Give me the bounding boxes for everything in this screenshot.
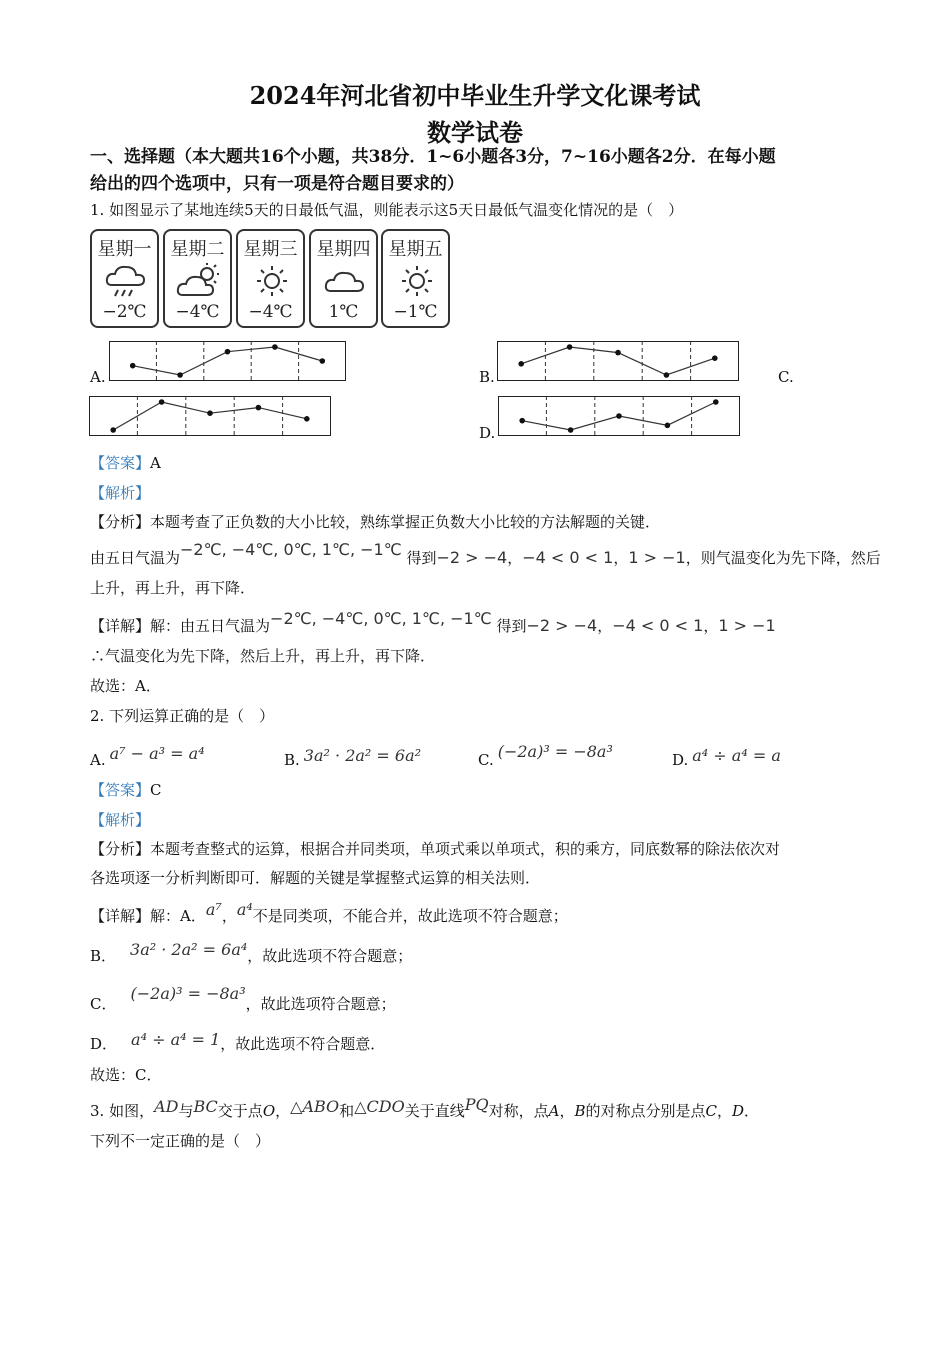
- point-label: A: [548, 1102, 560, 1120]
- detail-tag: 【详解】: [90, 907, 151, 925]
- detail-text: ，故此选项不符合题意；: [247, 947, 413, 965]
- weather-card-mon: [90, 229, 159, 328]
- q2-choose: 故选：C．: [90, 1066, 162, 1084]
- exam-subtitle: 数学试卷: [427, 118, 523, 147]
- detail-label: D．: [90, 1035, 118, 1053]
- option-chart-svg: [109, 341, 346, 381]
- data-point: [304, 416, 310, 422]
- data-point: [320, 358, 326, 364]
- stem-text: 的对称点分别是点: [585, 1102, 706, 1120]
- stem-text: 对称，点: [488, 1102, 549, 1120]
- point-label: C: [705, 1102, 717, 1120]
- point-label: D: [732, 1102, 745, 1120]
- triangle-formula: △CDO: [354, 1097, 405, 1116]
- detail-label: C．: [90, 995, 117, 1013]
- cloud-icon: [321, 261, 369, 303]
- fenxi-tag: 【分析】: [90, 840, 151, 858]
- q1-option-b-chart: [497, 341, 739, 381]
- weather-day: 星期三: [243, 239, 298, 260]
- q1-fenxi: [90, 512, 660, 532]
- inequality: −2 > −4: [526, 616, 598, 635]
- separator: ，: [613, 549, 629, 567]
- segment-formula: BC: [193, 1097, 218, 1116]
- option-label: C.: [478, 751, 494, 769]
- data-point: [207, 410, 213, 416]
- detail-label: B．: [90, 947, 117, 965]
- q2-detail-c: [90, 984, 396, 1014]
- separator: ，: [507, 549, 523, 567]
- chart-frame: [110, 342, 346, 381]
- q1-option-a-label: A.: [90, 368, 106, 386]
- data-point: [519, 418, 525, 424]
- stem-text: 交于点: [217, 1102, 263, 1120]
- data-point: [713, 399, 719, 405]
- option-label: A.: [90, 751, 106, 769]
- weather-card-thu: [309, 229, 378, 328]
- temps-formula: −2℃, −4℃, 0℃, 1℃, −1℃: [270, 609, 492, 628]
- line-formula: PQ: [464, 1095, 489, 1114]
- sun-icon: [248, 261, 296, 303]
- weather-day: 星期二: [170, 239, 225, 260]
- data-point: [225, 349, 231, 355]
- segment-formula: AD: [154, 1097, 179, 1116]
- weather-temp: −1℃: [393, 302, 438, 322]
- separator: ，: [597, 617, 613, 635]
- detail-formula: 3a² · 2a² = 6a⁴: [130, 940, 248, 959]
- q2-detail-d: [90, 1030, 386, 1054]
- q1-analysis-tag: 【解析】: [90, 484, 151, 502]
- q1-reason-line1: [90, 540, 881, 568]
- data-point: [159, 399, 165, 405]
- data-point: [518, 361, 524, 367]
- sun-icon: [393, 261, 441, 303]
- data-point: [272, 344, 278, 350]
- data-point: [567, 344, 573, 350]
- q1-option-c-chart: [89, 396, 331, 436]
- data-point: [712, 355, 718, 361]
- q2-detail-b: [90, 940, 413, 966]
- q1-option-c-label: C.: [778, 368, 794, 386]
- triangle-formula: △ABO: [290, 1097, 340, 1116]
- inequality: 1 > −1: [628, 548, 686, 567]
- option-chart-svg: [497, 341, 739, 381]
- q2-option-a: [90, 744, 205, 769]
- answer-value: C: [150, 781, 162, 799]
- q2-option-c: [478, 742, 613, 769]
- weather-card-fri: [381, 229, 450, 328]
- stem-text: ，: [275, 1102, 291, 1120]
- weather-day: 星期四: [316, 239, 371, 260]
- answer-tag: 【答案】: [90, 781, 151, 799]
- option-formula: 3a² · 2a² = 6a²: [303, 746, 422, 765]
- temps-formula: −2℃, −4℃, 0℃, 1℃, −1℃: [180, 540, 402, 559]
- detail-text: 得到: [496, 617, 527, 635]
- q1-stem: 1. 如图显示了某地连续5天的日最低气温，则能表示这5天日最低气温变化情况的是（ ）: [90, 201, 684, 219]
- detail-text: 解：A．: [150, 907, 206, 925]
- data-point: [616, 413, 622, 419]
- data-point: [256, 405, 262, 411]
- stem-text: 与: [178, 1102, 194, 1120]
- weather-day: 星期五: [388, 239, 443, 260]
- stem-text: 3. 如图，: [90, 1102, 155, 1120]
- q3-stem-line2: 下列不一定正确的是（ ）: [90, 1132, 271, 1150]
- q2-answer: [90, 780, 162, 800]
- data-point: [665, 423, 671, 429]
- detail-text: ，故此选项不符合题意．: [220, 1035, 386, 1053]
- weather-day: 星期一: [97, 239, 152, 260]
- data-point: [664, 372, 670, 378]
- separator: ，: [221, 907, 237, 925]
- exam-title: 2024年河北省初中毕业生升学文化课考试: [249, 81, 701, 110]
- detail-text: ，故此选项符合题意；: [245, 995, 396, 1013]
- option-formula: (−2a)³ = −8a³: [497, 742, 613, 761]
- weather-temp: −2℃: [102, 302, 147, 322]
- q2-stem: 2. 下列运算正确的是（ ）: [90, 707, 275, 725]
- weather-temp: −4℃: [248, 302, 293, 322]
- fenxi-tag: 【分析】: [90, 513, 151, 531]
- fenxi-text: 本题考查了正负数的大小比较，熟练掌握正负数大小比较的方法解题的关键．: [150, 513, 661, 531]
- q1-option-d-label: D.: [479, 424, 496, 442]
- q2-fenxi-line1: [90, 839, 780, 859]
- inequality: −4 < 0 < 1: [612, 616, 704, 635]
- section-heading-line2: 给出的四个选项中，只有一项是符合题目要求的）: [90, 174, 464, 194]
- option-formula: a⁴ ÷ a⁴ = a: [692, 746, 781, 765]
- q2-detail-a: [90, 900, 568, 926]
- section-heading-line1: 一、选择题（本大题共16个小题，共38分．1~6小题各3分，7~16小题各2分．在每小题: [90, 147, 776, 167]
- data-point: [615, 350, 621, 356]
- separator: ，: [703, 617, 719, 635]
- q1-detail-line: [90, 609, 776, 636]
- weather-card-tue: [163, 229, 232, 328]
- reason-text: ，则气温变化为先下降，然后: [685, 549, 881, 567]
- inequality: −2 > −4: [436, 548, 508, 567]
- q1-conclusion: ∴气温变化为先下降，然后上升，再上升，再下降．: [90, 647, 436, 665]
- q2-fenxi-line2: 各选项逐一分析判断即可．解题的关键是掌握整式运算的相关法则．: [90, 869, 541, 887]
- separator: ，: [717, 1102, 733, 1120]
- detail-text: 解：由五日气温为: [150, 617, 271, 635]
- term-formula: a⁴: [236, 900, 253, 919]
- option-chart-svg: [498, 396, 740, 436]
- stem-text: 关于直线: [404, 1102, 465, 1120]
- option-formula: a⁷ − a³ = a⁴: [109, 744, 205, 763]
- answer-value: A: [150, 454, 161, 472]
- data-point: [110, 427, 116, 433]
- q1-option-b-label: B.: [479, 368, 495, 386]
- partly-cloudy-icon: [175, 261, 223, 303]
- option-chart-svg: [89, 396, 331, 436]
- inequality: −4 < 0 < 1: [522, 548, 614, 567]
- reason-text: 由五日气温为: [90, 549, 181, 567]
- q1-answer: [90, 453, 161, 473]
- detail-tag: 【详解】: [90, 617, 151, 635]
- detail-formula: (−2a)³ = −8a³: [130, 984, 246, 1003]
- q1-option-d-chart: [498, 396, 740, 436]
- data-point: [177, 372, 183, 378]
- fenxi-text: 本题考查整式的运算，根据合并同类项，单项式乘以单项式，积的乘方，同底数幂的除法依次对: [150, 840, 781, 858]
- point-label: B: [574, 1102, 586, 1120]
- point-label: O: [262, 1102, 276, 1120]
- q1-option-a-chart: [109, 341, 346, 381]
- q2-option-b: [284, 746, 422, 769]
- detail-formula: a⁴ ÷ a⁴ = 1: [131, 1030, 221, 1049]
- answer-tag: 【答案】: [90, 454, 151, 472]
- detail-text: 不是同类项，不能合并，故此选项不符合题意；: [252, 907, 568, 925]
- q1-choose: 故选：A．: [90, 677, 161, 695]
- weather-temp: 1℃: [328, 302, 359, 322]
- data-point: [568, 427, 574, 433]
- stem-text: ．: [744, 1102, 760, 1120]
- separator: ，: [559, 1102, 575, 1120]
- weather-temp: −4℃: [175, 302, 220, 322]
- data-point: [130, 363, 136, 369]
- reason-text: 得到: [406, 549, 437, 567]
- option-label: B.: [284, 751, 300, 769]
- q1-reason-line2: 上升，再上升，再下降．: [90, 579, 256, 597]
- option-label: D.: [672, 751, 689, 769]
- stem-text: 和: [339, 1102, 355, 1120]
- q2-analysis-tag: 【解析】: [90, 811, 151, 829]
- weather-card-wed: [236, 229, 305, 328]
- inequality: 1 > −1: [718, 616, 776, 635]
- rain-cloud-icon: [102, 261, 150, 303]
- q3-stem-line1: [90, 1095, 760, 1121]
- chart-frame: [498, 342, 739, 381]
- q2-option-d: [672, 746, 781, 769]
- term-formula: a⁷: [205, 900, 222, 919]
